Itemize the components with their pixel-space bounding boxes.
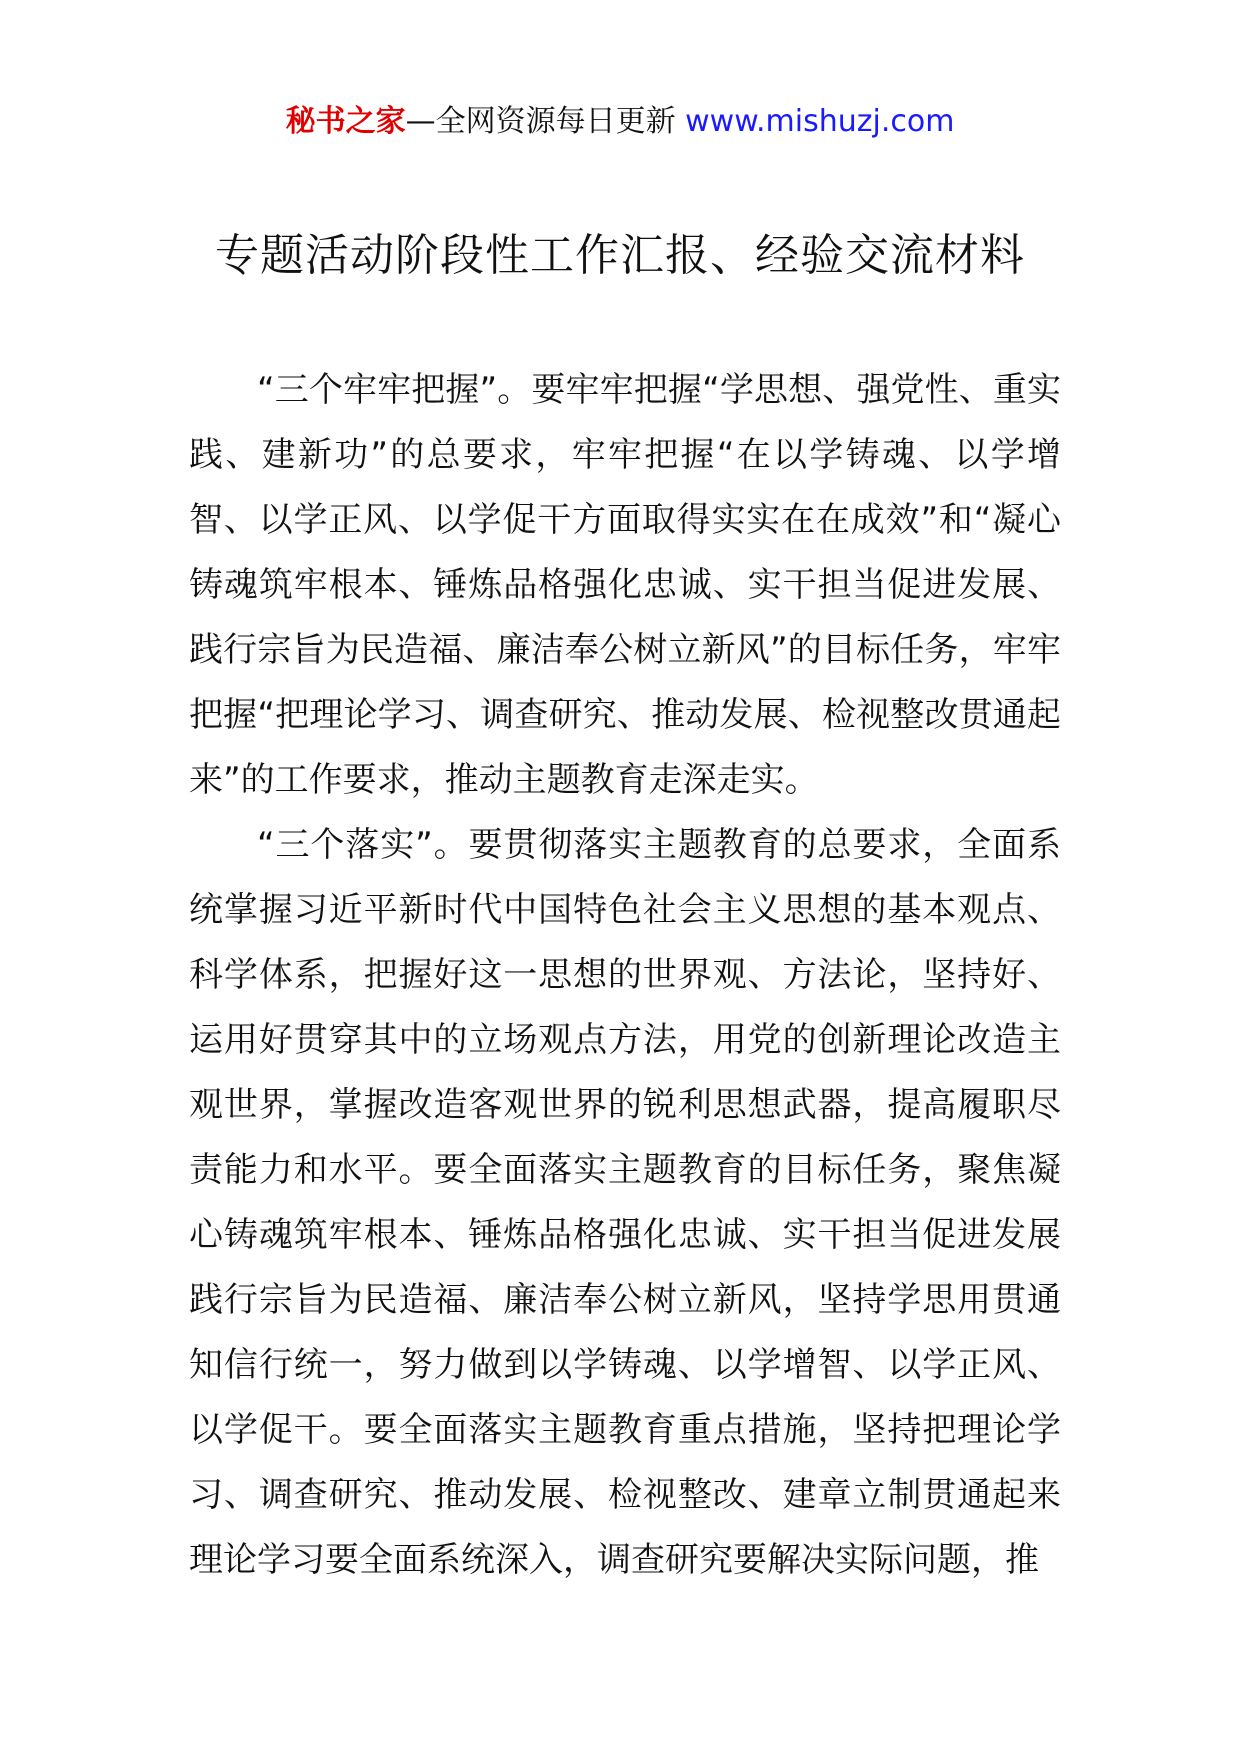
paragraph: “三个落实”。要贯彻落实主题教育的总要求，全面系统掌握习近平新时代中国特色社会主义思想的基本观点、科学体系，把握好这一思想的世界观、方法论，坚持好、运用好贯穿其中的立场观点方法，用党的创新理论改造主观世界，掌握改造客观世界的锐利思想武器，提高履职尽责能力和水平。要全面落实主题教育的目标任务，聚焦凝心铸魂筑牢根本、锤炼品格强化忠诚、实干担当促进发展践行宗旨为民造福、廉洁奉公树立新风，坚持学思用贯通知信行统一，努力做到以学铸魂、以学增智、以学正风、以学促干。要全面落实主题教育重点措施，坚持把理论学习、调查研究、推动发展、检视整改、建章立制贯通起来理论学习要全面系统深入，调查研究要解决实际问题，推	[189, 825, 1061, 1580]
site-header	[0, 102, 1240, 142]
paragraph: “三个牢牢把握”。要牢牢把握“学思想、强党性、重实践、建新功”的总要求，牢牢把握“在以学铸魂、以学增智、以学正风、以学促干方面取得实实在在成效”和“凝心铸魂筑牢根本、锤炼品格强化忠诚、实干担当促进发展、践行宗旨为民造福、廉洁奉公树立新风”的目标任务，牢牢把握“把理论学习、调查研究、推动发展、检视整改贯通起来”的工作要求，推动主题教育走深走实。	[189, 370, 1061, 800]
document-title: 专题活动阶段性工作汇报、经验交流材料	[215, 230, 1025, 281]
site-brand: 秘书之家	[285, 104, 406, 139]
site-url-link[interactable]: www.mishuzj.com	[685, 104, 955, 139]
site-tagline: —全网资源每日更新	[405, 104, 686, 139]
document-body	[189, 358, 1061, 1593]
